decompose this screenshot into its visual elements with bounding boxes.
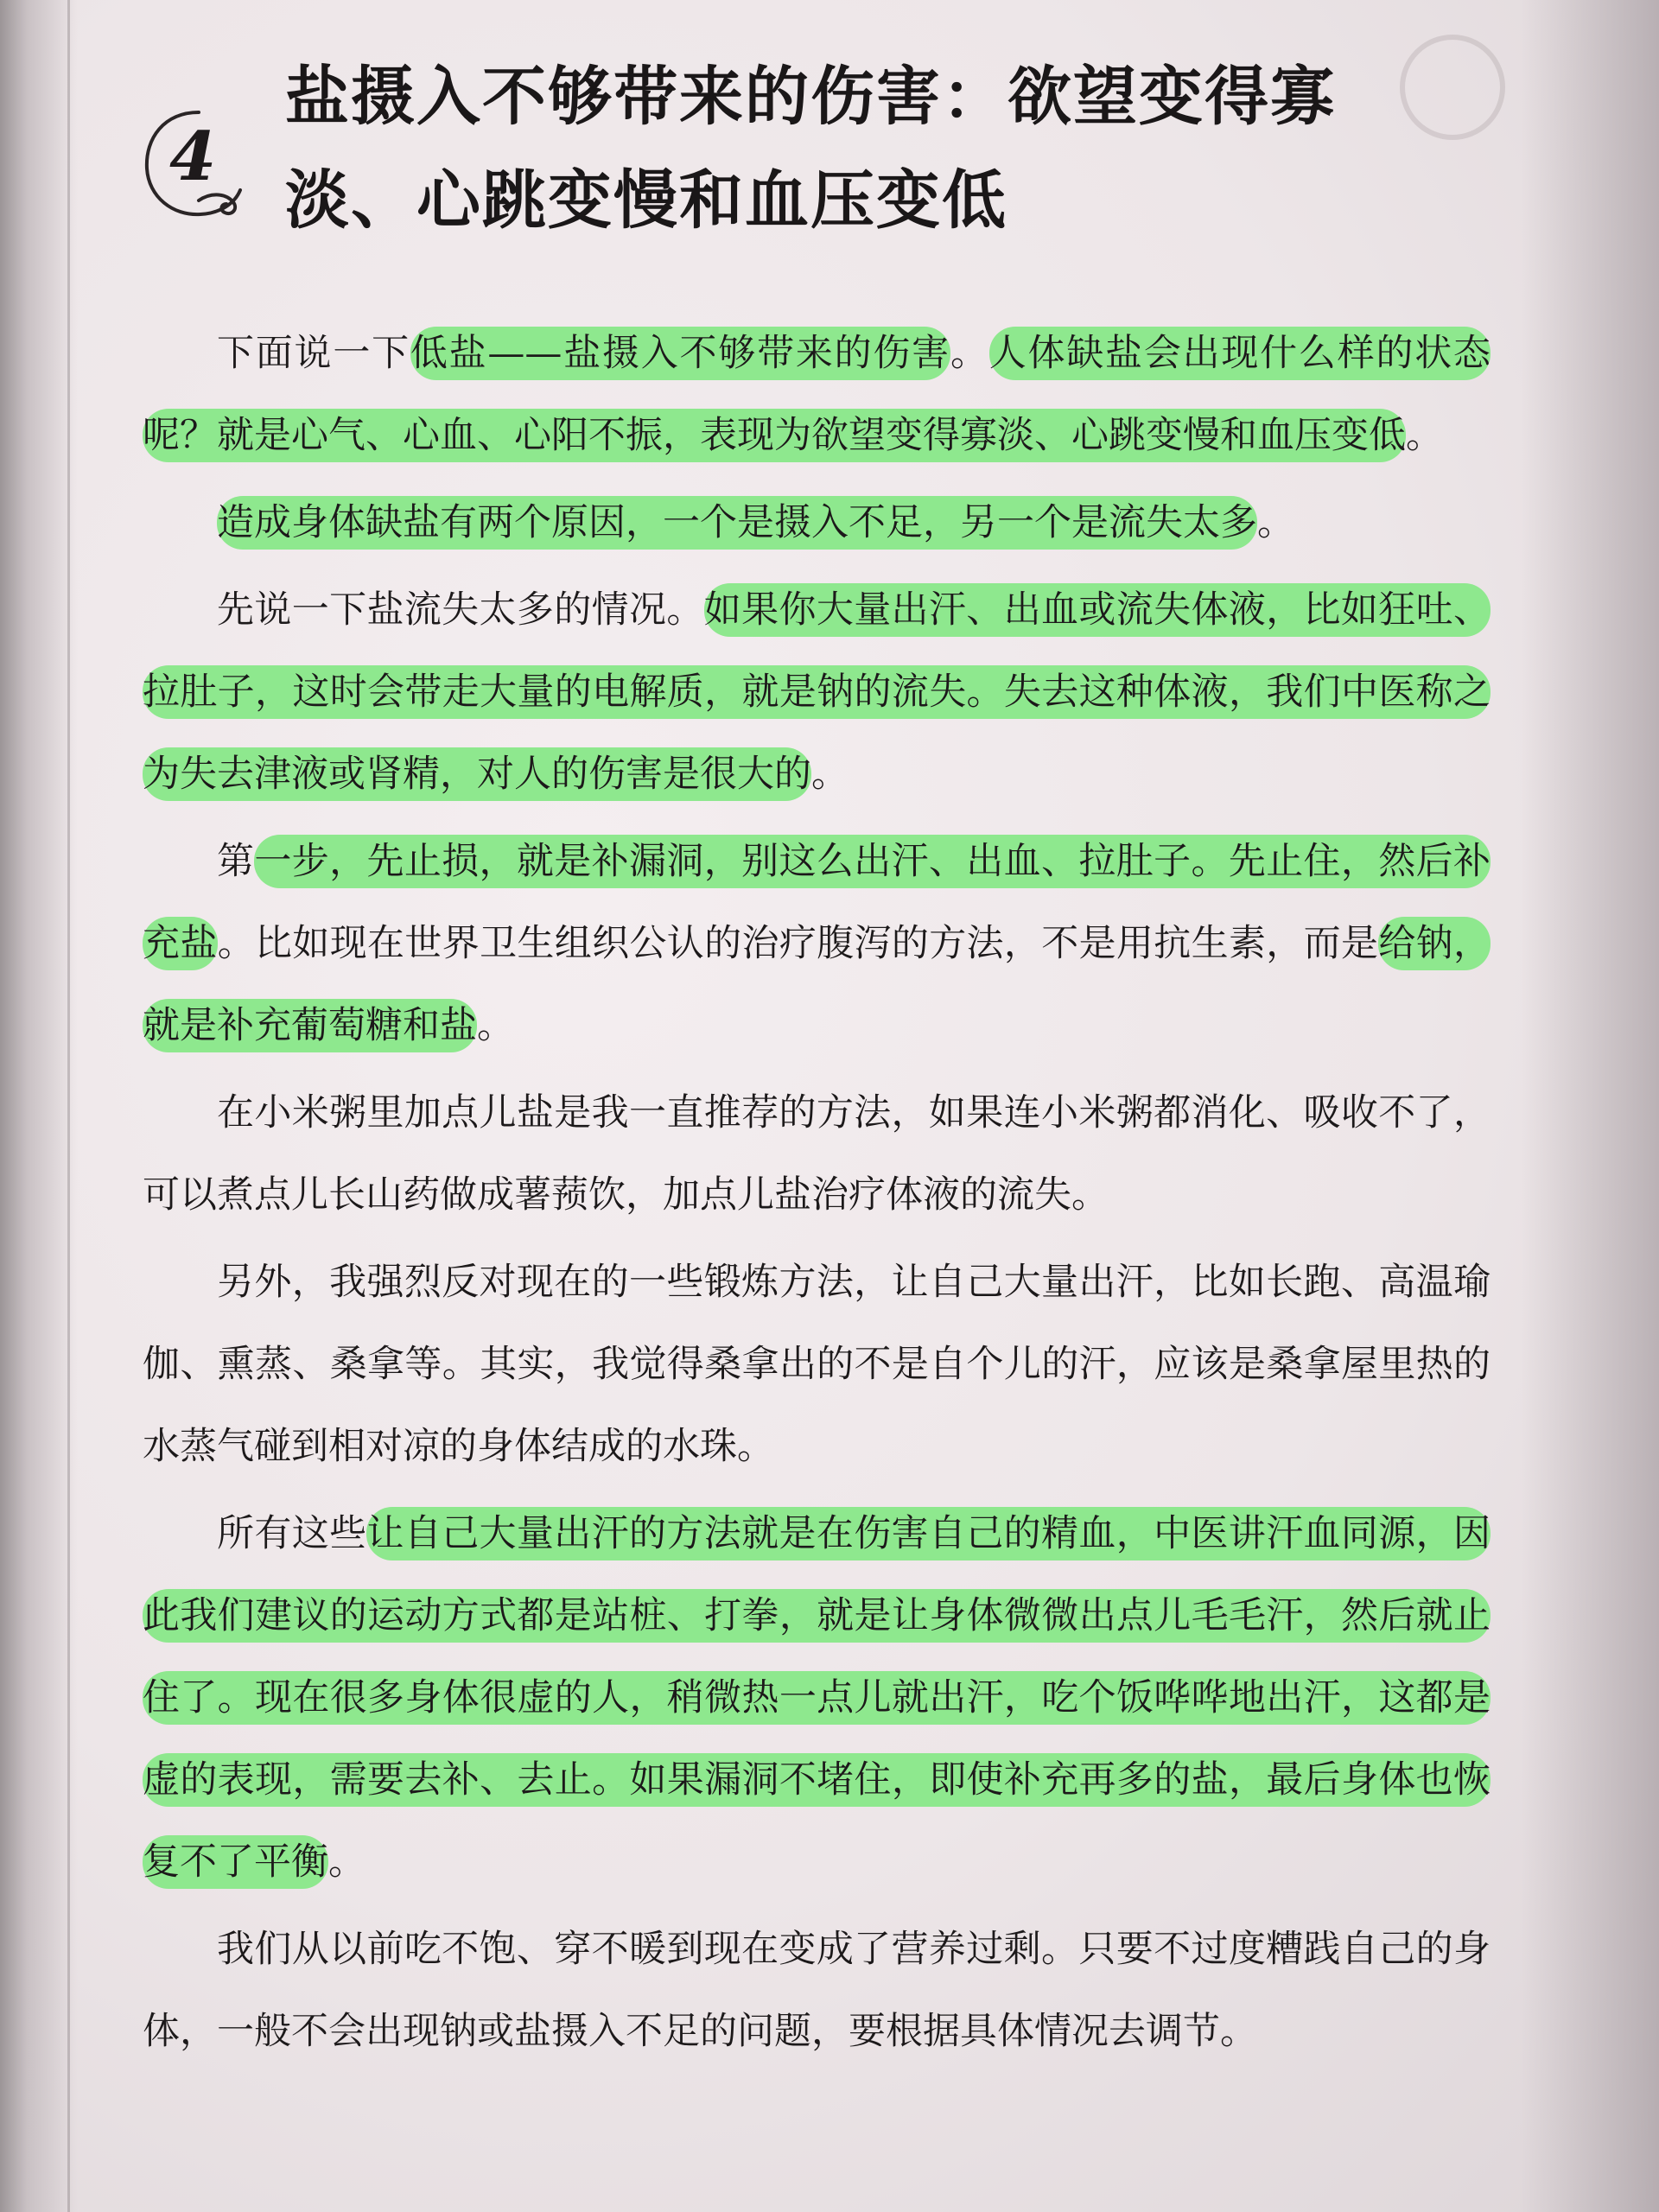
text-segment: 。 — [811, 753, 849, 796]
text-segment: 。 — [477, 1004, 514, 1047]
text-segment: 。 — [950, 332, 989, 375]
highlighted-text: 造成身体缺盐有两个原因，一个是摄入不足，另一个是流失太多 — [217, 496, 1257, 550]
text-segment: 先说一下盐流失太多的情况。 — [217, 588, 704, 632]
article-body — [143, 313, 1491, 2073]
text-segment: 。 — [328, 1840, 365, 1884]
highlighted-text: 给钠，就是补充葡萄糖和盐 — [143, 917, 1491, 1052]
text-segment: 。比如现在世界卫生组织公认的治疗腹泻的方法，不是用抗生素，而是 — [217, 922, 1379, 965]
chapter-number: 4 — [169, 118, 217, 196]
paragraph — [143, 1493, 1491, 1904]
highlighted-text: 低盐——盐摄入不够带来的伤害 — [410, 327, 950, 380]
text-segment: 。 — [1257, 501, 1294, 544]
highlighted-text: 让自己大量出汗的方法就是在伤害自己的精血，中医讲汗血同源，因此我们建议的运动方式都是站桩、打拳，就是让身体微微出点儿毛毛汗，然后就止住了。现在很多身体很虚的人，稍微热一点儿就出汗，吃个饭哗哗地出汗，这都是虚的表现，需要去补、去止。如果漏洞不堵住，即使补充再多的盐，最后身体也恢复不了平衡 — [143, 1507, 1491, 1889]
paragraph — [143, 1072, 1491, 1236]
paragraph — [143, 569, 1491, 816]
paragraph — [143, 482, 1491, 564]
text-segment: 我们从以前吃不饱、穿不暖到现在变成了营养过剩。只要不过度糟践自己的身体，一般不会出现钠或盐摄入不足的问题，要根据具体情况去调节。 — [143, 1928, 1491, 2053]
highlighted-text: 如果你大量出汗、出血或流失体液，比如狂吐、拉肚子，这时会带走大量的电解质，就是钠的流失。失去这种体液，我们中医称之为失去津液或肾精，对人的伤害是很大的 — [143, 583, 1491, 801]
text-segment: 所有这些 — [217, 1512, 367, 1555]
chapter-number-badge — [138, 104, 259, 225]
paragraph — [143, 313, 1491, 477]
text-segment: 。 — [1406, 414, 1443, 457]
chapter-title: 盐摄入不够带来的伤害：欲望变得寡淡、心跳变慢和血压变低 — [285, 60, 1336, 238]
paragraph — [143, 821, 1491, 1067]
paragraph — [143, 1909, 1491, 2073]
highlighted-text: 一步，先止损，就是补漏洞，别这么出汗、出血、拉肚子。先止住，然后补充盐 — [143, 835, 1491, 970]
text-segment: 下面说一下 — [217, 332, 410, 375]
text-segment: 另外，我强烈反对现在的一些锻炼方法，让自己大量出汗，比如长跑、高温瑜伽、熏蒸、桑拿等。其实，我觉得桑拿出的不是自个儿的汗，应该是桑拿屋里热的水蒸气碰到相对凉的身体结成的水珠。 — [143, 1261, 1491, 1468]
text-segment: 第 — [217, 840, 255, 883]
highlighted-text: 人体缺盐会出现什么样的状态呢？就是心气、心血、心阳不振，表现为欲望变得寡淡、心跳变慢和血压变低 — [143, 327, 1491, 462]
binding-edge — [67, 0, 70, 2212]
text-segment: 在小米粥里加点儿盐是我一直推荐的方法，如果连小米粥都消化、吸收不了，可以煮点儿长山药做成薯蓣饮，加点儿盐治疗体液的流失。 — [143, 1091, 1491, 1217]
page-gutter-shadow — [0, 0, 78, 2212]
right-edge-shadow — [1521, 0, 1659, 2212]
paragraph — [143, 1242, 1491, 1488]
